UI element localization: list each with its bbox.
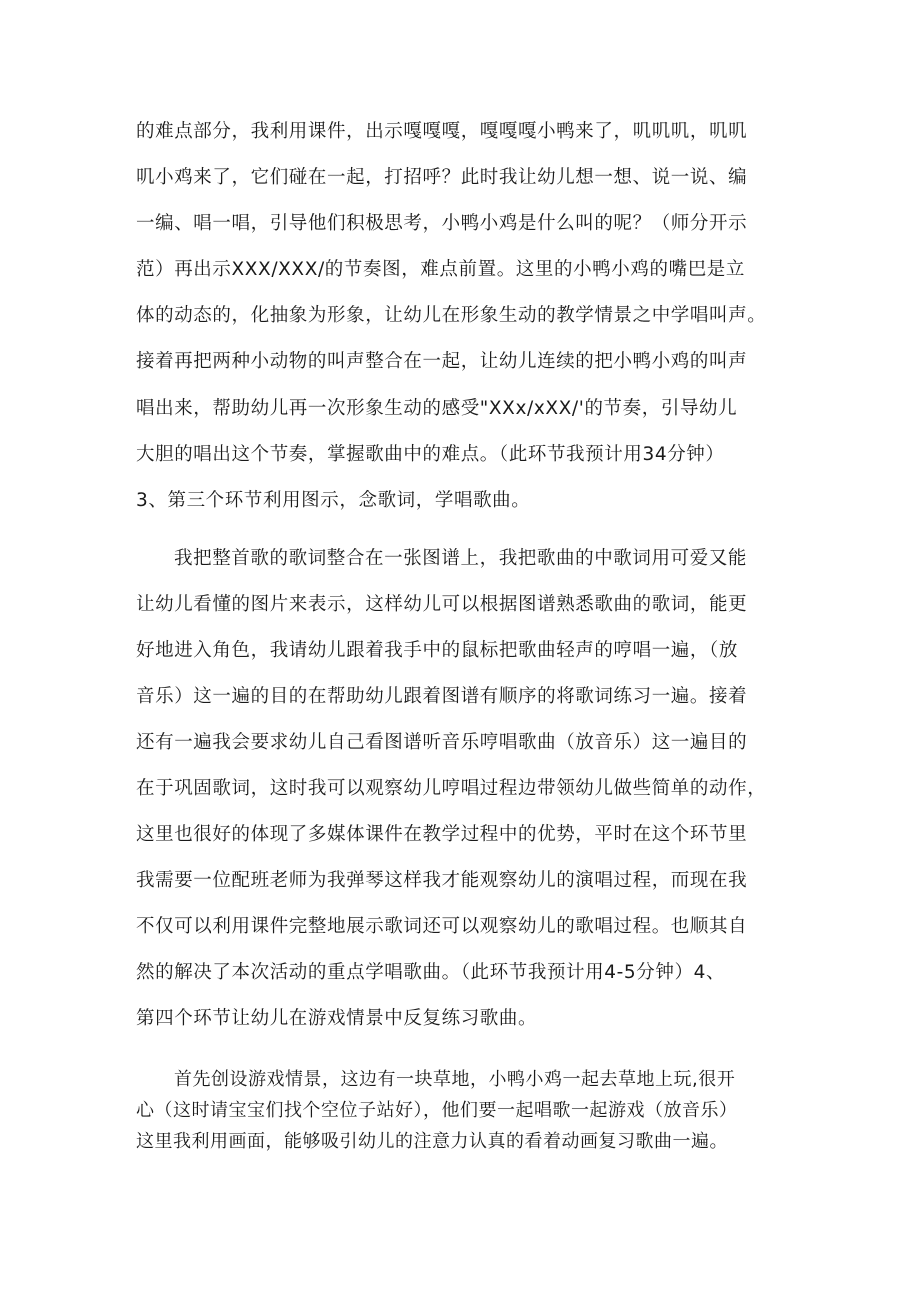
text-line: 心（这时请宝宝们找个空位子站好），他们要一起唱歌一起游戏（放音乐）	[136, 1100, 738, 1121]
paragraph-first-line: 首先创设游戏情景，这边有一块草地，小鸭小鸡一起去草地上玩,很开	[174, 1069, 736, 1090]
section-heading: 3、第三个环节利用图示，念歌词，学唱歌曲。	[136, 490, 531, 511]
text-line: 唱出来，帮助幼儿再一次形象生动的感受"XXx/xXX/'的节奏，引导幼儿	[136, 398, 738, 419]
text-line: 范）再出示XXX/XXX/的节奏图，难点前置。这里的小鸭小鸡的嘴巴是立	[136, 259, 746, 280]
paragraph-first-line: 我把整首歌的歌词整合在一张图谱上，我把歌曲的中歌词用可爱又能	[174, 548, 748, 569]
text-line: 不仅可以利用课件完整地展示歌词还可以观察幼儿的歌唱过程。也顺其自	[136, 916, 748, 937]
text-line: 的难点部分，我利用课件，出示嘎嘎嘎，嘎嘎嘎小鸭来了，叽叽叽，叽叽	[136, 121, 748, 142]
text-line: 让幼儿看懂的图片来表示，这样幼儿可以根据图谱熟悉歌曲的歌词，能更	[136, 594, 748, 615]
text-line: 一编、唱一唱，引导他们积极思考，小鸭小鸡是什么叫的呢？（师分开示	[136, 213, 748, 234]
text-line: 这里我利用画面，能够吸引幼儿的注意力认真的看着动画复习歌曲一遍。	[136, 1131, 728, 1152]
text-line: 在于巩固歌词，这时我可以观察幼儿哼唱过程边带领幼儿做些简单的动作，	[136, 778, 767, 799]
text-line: 还有一遍我会要求幼儿自己看图谱听音乐哼唱歌曲（放音乐）这一遍目的	[136, 732, 748, 753]
text-line: 体的动态的，化抽象为形象，让幼儿在形象生动的教学情景之中学唱叫声。	[136, 305, 767, 326]
text-line: 叽小鸡来了，它们碰在一起，打招呼？此时我让幼儿想一想、说一说、编	[136, 167, 748, 188]
text-line: 这里也很好的体现了多媒体课件在教学过程中的优势，平时在这个环节里	[136, 824, 748, 845]
text-line: 接着再把两种小动物的叫声整合在一起，让幼儿连续的把小鸭小鸡的叫声	[136, 351, 748, 372]
section-heading: 第四个环节让幼儿在游戏情景中反复练习歌曲。	[136, 1008, 538, 1029]
text-line: 我需要一位配班老师为我弹琴这样我才能观察幼儿的演唱过程，而现在我	[136, 870, 748, 891]
text-line: 音乐）这一遍的目的在帮助幼儿跟着图谱有顺序的将歌词练习一遍。接着	[136, 686, 748, 707]
text-line: 然的解决了本次活动的重点学唱歌曲。（此环节我预计用4-5分钟）4、	[136, 962, 726, 983]
text-line: 大胆的唱出这个节奏，掌握歌曲中的难点。（此环节我预计用34分钟）	[136, 444, 725, 465]
text-line: 好地进入角色，我请幼儿跟着我手中的鼠标把歌曲轻声的哼唱一遍，（放	[136, 640, 738, 661]
